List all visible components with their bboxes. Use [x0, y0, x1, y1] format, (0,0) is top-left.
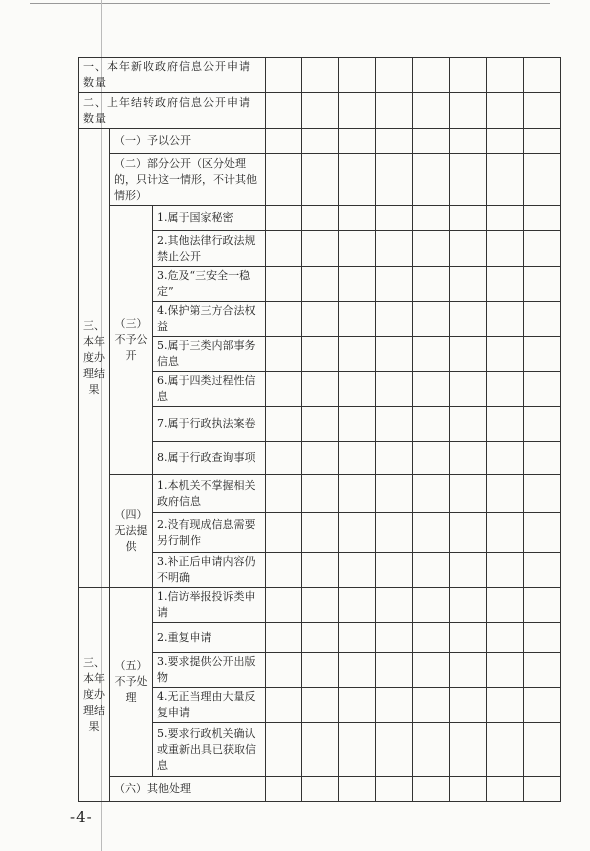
- value-cell: [339, 688, 376, 723]
- value-cell: [302, 154, 339, 206]
- value-cell: [376, 407, 413, 442]
- value-cell: [376, 231, 413, 267]
- value-cell: [450, 442, 487, 475]
- value-cell: [376, 129, 413, 154]
- value-cell: [339, 777, 376, 802]
- value-cell: [450, 513, 487, 553]
- value-cell: [302, 129, 339, 154]
- row-carried-over-applications: 二、上年结转政府信息公开申请数量: [79, 93, 266, 129]
- value-cell: [487, 154, 524, 206]
- value-cell: [450, 407, 487, 442]
- not-disclosed-item: 6.属于四类过程性信息: [153, 372, 266, 407]
- value-cell: [302, 206, 339, 231]
- value-cell: [450, 206, 487, 231]
- value-cell: [413, 93, 450, 129]
- not-disclosed-item: 1.属于国家秘密: [153, 206, 266, 231]
- not-disclosed-item: 7.属于行政执法案卷: [153, 407, 266, 442]
- value-cell: [266, 723, 302, 777]
- value-cell: [376, 723, 413, 777]
- value-cell: [524, 154, 561, 206]
- value-cell: [266, 93, 302, 129]
- value-cell: [413, 154, 450, 206]
- unable-to-provide-label: （四）无法提供: [110, 475, 153, 588]
- unable-to-provide-item: 2.没有现成信息需要另行制作: [153, 513, 266, 553]
- value-cell: [266, 588, 302, 623]
- value-cell: [339, 723, 376, 777]
- value-cell: [524, 267, 561, 302]
- value-cell: [376, 267, 413, 302]
- value-cell: [376, 588, 413, 623]
- not-disclosed-label: （三）不予公开: [110, 206, 153, 475]
- value-cell: [339, 231, 376, 267]
- section3-title-a: 三、本年度办理结果: [79, 129, 110, 588]
- value-cell: [413, 231, 450, 267]
- value-cell: [376, 372, 413, 407]
- value-cell: [376, 93, 413, 129]
- value-cell: [376, 688, 413, 723]
- value-cell: [524, 723, 561, 777]
- value-cell: [266, 337, 302, 372]
- value-cell: [376, 475, 413, 513]
- value-cell: [376, 302, 413, 337]
- value-cell: [450, 723, 487, 777]
- value-cell: [302, 442, 339, 475]
- value-cell: [487, 588, 524, 623]
- value-cell: [266, 372, 302, 407]
- not-processed-item: 5.要求行政机关确认或重新出具已获取信息: [153, 723, 266, 777]
- value-cell: [339, 302, 376, 337]
- value-cell: [450, 93, 487, 129]
- value-cell: [450, 623, 487, 653]
- value-cell: [524, 337, 561, 372]
- value-cell: [266, 777, 302, 802]
- value-cell: [450, 588, 487, 623]
- value-cell: [339, 337, 376, 372]
- value-cell: [413, 442, 450, 475]
- value-cell: [487, 129, 524, 154]
- value-cell: [266, 154, 302, 206]
- value-cell: [302, 231, 339, 267]
- section3-title-b: 三、本年度办理结果: [79, 588, 110, 802]
- value-cell: [450, 267, 487, 302]
- value-cell: [450, 337, 487, 372]
- value-cell: [302, 337, 339, 372]
- value-cell: [487, 58, 524, 93]
- value-cell: [339, 623, 376, 653]
- value-cell: [302, 372, 339, 407]
- value-cell: [524, 407, 561, 442]
- value-cell: [450, 154, 487, 206]
- value-cell: [413, 688, 450, 723]
- value-cell: [266, 231, 302, 267]
- page-number: -4-: [70, 808, 93, 826]
- unable-to-provide-item: 1.本机关不掌握相关政府信息: [153, 475, 266, 513]
- value-cell: [524, 653, 561, 688]
- not-disclosed-item: 5.属于三类内部事务信息: [153, 337, 266, 372]
- value-cell: [413, 623, 450, 653]
- value-cell: [487, 777, 524, 802]
- value-cell: [413, 206, 450, 231]
- not-disclosed-item: 4.保护第三方合法权益: [153, 302, 266, 337]
- value-cell: [413, 513, 450, 553]
- value-cell: [413, 553, 450, 588]
- row-disclosed: （一）予以公开: [110, 129, 266, 154]
- value-cell: [524, 475, 561, 513]
- value-cell: [376, 58, 413, 93]
- value-cell: [487, 553, 524, 588]
- value-cell: [339, 267, 376, 302]
- value-cell: [524, 206, 561, 231]
- value-cell: [376, 442, 413, 475]
- value-cell: [339, 588, 376, 623]
- value-cell: [524, 129, 561, 154]
- value-cell: [524, 231, 561, 267]
- value-cell: [487, 267, 524, 302]
- row-partially-disclosed: （二）部分公开（区分处理的，只计这一情形，不计其他情形）: [110, 154, 266, 206]
- value-cell: [524, 372, 561, 407]
- value-cell: [487, 442, 524, 475]
- value-cell: [487, 206, 524, 231]
- value-cell: [339, 513, 376, 553]
- value-cell: [302, 588, 339, 623]
- value-cell: [487, 513, 524, 553]
- value-cell: [266, 407, 302, 442]
- value-cell: [266, 206, 302, 231]
- not-disclosed-item: 8.属于行政查询事项: [153, 442, 266, 475]
- value-cell: [376, 206, 413, 231]
- value-cell: [413, 302, 450, 337]
- value-cell: [339, 653, 376, 688]
- value-cell: [339, 93, 376, 129]
- value-cell: [450, 58, 487, 93]
- not-processed-item: 2.重复申请: [153, 623, 266, 653]
- not-disclosed-item: 3.危及“三安全一稳定”: [153, 267, 266, 302]
- value-cell: [266, 688, 302, 723]
- value-cell: [524, 93, 561, 129]
- value-cell: [524, 623, 561, 653]
- value-cell: [339, 442, 376, 475]
- value-cell: [266, 475, 302, 513]
- value-cell: [413, 372, 450, 407]
- value-cell: [339, 475, 376, 513]
- value-cell: [450, 302, 487, 337]
- value-cell: [413, 267, 450, 302]
- value-cell: [413, 407, 450, 442]
- value-cell: [266, 513, 302, 553]
- not-processed-label: （五）不予处理: [110, 588, 153, 777]
- value-cell: [266, 129, 302, 154]
- value-cell: [266, 553, 302, 588]
- value-cell: [524, 777, 561, 802]
- value-cell: [266, 58, 302, 93]
- value-cell: [524, 513, 561, 553]
- value-cell: [450, 688, 487, 723]
- value-cell: [450, 372, 487, 407]
- value-cell: [266, 442, 302, 475]
- value-cell: [487, 231, 524, 267]
- value-cell: [524, 688, 561, 723]
- value-cell: [302, 623, 339, 653]
- value-cell: [339, 129, 376, 154]
- value-cell: [266, 623, 302, 653]
- value-cell: [339, 553, 376, 588]
- value-cell: [450, 231, 487, 267]
- value-cell: [376, 154, 413, 206]
- value-cell: [376, 513, 413, 553]
- value-cell: [524, 58, 561, 93]
- value-cell: [487, 475, 524, 513]
- value-cell: [376, 623, 413, 653]
- value-cell: [302, 302, 339, 337]
- value-cell: [302, 407, 339, 442]
- value-cell: [413, 653, 450, 688]
- value-cell: [487, 688, 524, 723]
- value-cell: [413, 723, 450, 777]
- not-processed-item: 1.信访举报投诉类申请: [153, 588, 266, 623]
- value-cell: [487, 372, 524, 407]
- value-cell: [487, 723, 524, 777]
- value-cell: [339, 407, 376, 442]
- value-cell: [524, 553, 561, 588]
- value-cell: [376, 553, 413, 588]
- value-cell: [266, 653, 302, 688]
- not-processed-item: 4.无正当理由大量反复申请: [153, 688, 266, 723]
- value-cell: [450, 653, 487, 688]
- value-cell: [450, 553, 487, 588]
- value-cell: [450, 129, 487, 154]
- row-new-applications: 一、本年新收政府信息公开申请数量: [79, 58, 266, 93]
- value-cell: [302, 553, 339, 588]
- value-cell: [339, 154, 376, 206]
- value-cell: [487, 653, 524, 688]
- value-cell: [413, 588, 450, 623]
- value-cell: [302, 688, 339, 723]
- value-cell: [302, 267, 339, 302]
- value-cell: [302, 777, 339, 802]
- value-cell: [302, 723, 339, 777]
- value-cell: [302, 513, 339, 553]
- value-cell: [302, 653, 339, 688]
- value-cell: [376, 777, 413, 802]
- value-cell: [413, 58, 450, 93]
- value-cell: [524, 442, 561, 475]
- value-cell: [487, 407, 524, 442]
- row-other-handling: （六）其他处理: [110, 777, 266, 802]
- value-cell: [339, 206, 376, 231]
- value-cell: [302, 93, 339, 129]
- value-cell: [339, 372, 376, 407]
- value-cell: [450, 777, 487, 802]
- value-cell: [487, 623, 524, 653]
- value-cell: [266, 267, 302, 302]
- value-cell: [487, 93, 524, 129]
- value-cell: [524, 588, 561, 623]
- value-cell: [376, 337, 413, 372]
- value-cell: [524, 302, 561, 337]
- statistics-table: [78, 57, 561, 802]
- value-cell: [302, 475, 339, 513]
- page-top-edge: [30, 3, 550, 4]
- value-cell: [413, 337, 450, 372]
- not-disclosed-item: 2.其他法律行政法规禁止公开: [153, 231, 266, 267]
- value-cell: [339, 58, 376, 93]
- value-cell: [487, 302, 524, 337]
- value-cell: [450, 475, 487, 513]
- value-cell: [302, 58, 339, 93]
- value-cell: [266, 302, 302, 337]
- value-cell: [376, 653, 413, 688]
- value-cell: [413, 129, 450, 154]
- unable-to-provide-item: 3.补正后申请内容仍不明确: [153, 553, 266, 588]
- not-processed-item: 3.要求提供公开出版物: [153, 653, 266, 688]
- value-cell: [413, 777, 450, 802]
- value-cell: [487, 337, 524, 372]
- value-cell: [413, 475, 450, 513]
